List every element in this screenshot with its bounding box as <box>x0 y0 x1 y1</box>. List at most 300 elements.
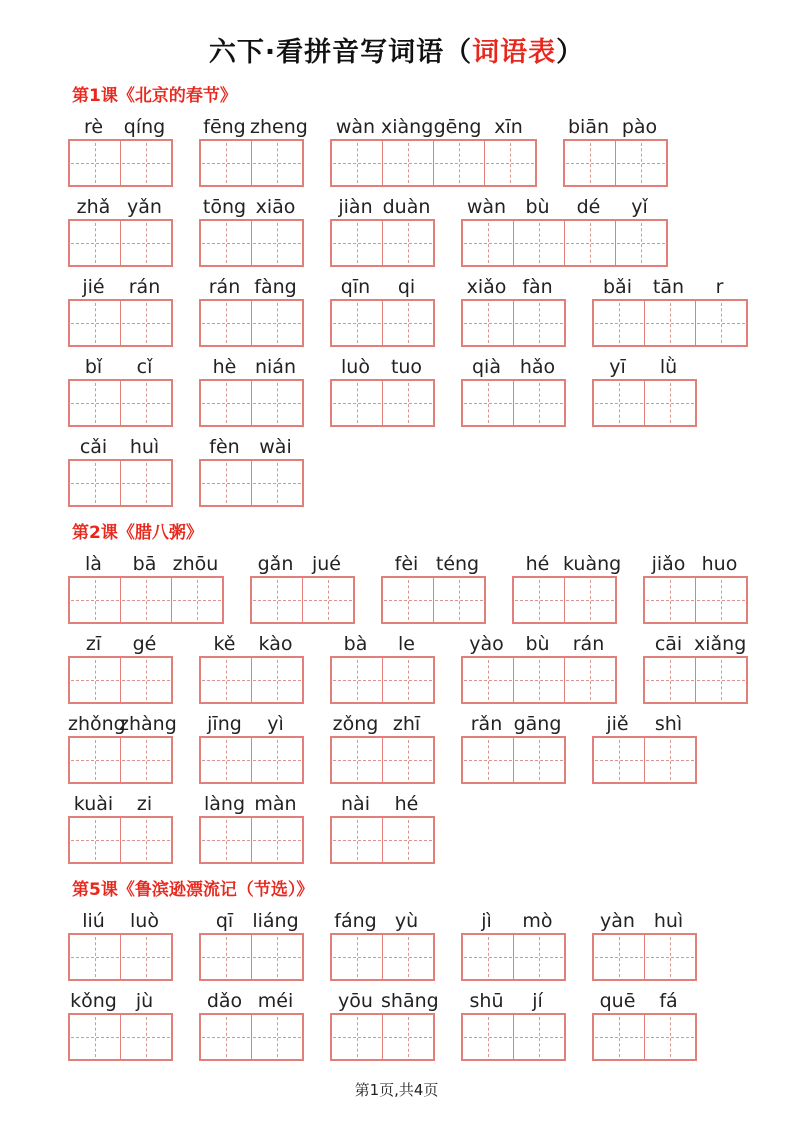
word-group <box>68 713 177 784</box>
word-row <box>68 196 793 267</box>
pinyin-syllable: jīng <box>207 713 242 735</box>
writing-cell <box>201 818 252 862</box>
sections <box>0 85 793 1061</box>
pinyin-syllable: dé <box>576 196 601 218</box>
writing-grid <box>461 656 617 704</box>
pinyin-label <box>592 990 697 1012</box>
word-group <box>461 990 566 1061</box>
pinyin-syllable: tān <box>652 276 685 298</box>
writing-grid <box>68 219 173 267</box>
writing-grid <box>330 816 435 864</box>
writing-cell <box>252 935 302 979</box>
word-row <box>68 793 793 864</box>
writing-cell <box>383 738 433 782</box>
writing-cell <box>463 738 514 782</box>
writing-cell <box>514 221 565 265</box>
word-group <box>643 633 748 704</box>
writing-cell <box>332 141 383 185</box>
pinyin-syllable: bà <box>343 633 368 655</box>
word-group <box>199 990 304 1061</box>
pinyin-syllable: màn <box>254 793 297 815</box>
word-group <box>68 356 173 427</box>
word-group <box>199 436 304 507</box>
pinyin-syllable: yōu <box>338 990 373 1012</box>
writing-cell <box>252 461 302 505</box>
word-group <box>199 793 304 864</box>
pinyin-syllable: zhàng <box>119 713 177 735</box>
pinyin-syllable: zhōu <box>172 553 219 575</box>
writing-cell <box>594 381 645 425</box>
pinyin-syllable: shì <box>654 713 683 735</box>
writing-grid <box>68 1013 173 1061</box>
writing-cell <box>252 1015 302 1059</box>
pinyin-syllable: cǎi <box>79 436 108 458</box>
writing-cell <box>70 221 121 265</box>
pinyin-label <box>68 276 173 298</box>
writing-cell <box>383 658 433 702</box>
writing-grid <box>461 379 566 427</box>
writing-grid <box>330 379 435 427</box>
page-title <box>0 36 793 70</box>
writing-grid <box>68 933 173 981</box>
pinyin-syllable: zhǒng <box>68 713 126 735</box>
writing-grid <box>68 656 173 704</box>
word-group <box>592 713 697 784</box>
writing-cell <box>201 381 252 425</box>
pinyin-label <box>461 910 566 932</box>
writing-cell <box>463 935 514 979</box>
word-group <box>461 196 668 267</box>
pinyin-syllable: jí <box>532 990 543 1012</box>
lesson-section <box>0 879 793 1061</box>
writing-cell <box>252 738 302 782</box>
writing-grid <box>68 816 173 864</box>
writing-cell <box>645 578 696 622</box>
pinyin-label <box>199 356 304 378</box>
pinyin-label <box>250 553 355 575</box>
pinyin-label <box>199 990 304 1012</box>
pinyin-syllable: luò <box>130 910 159 932</box>
pinyin-label <box>330 276 435 298</box>
writing-cell <box>463 1015 514 1059</box>
writing-cell <box>383 141 434 185</box>
pinyin-label <box>68 633 173 655</box>
writing-cell <box>565 578 615 622</box>
word-group <box>199 713 304 784</box>
page-title-paren-close: ） <box>556 37 585 68</box>
writing-cell <box>434 141 485 185</box>
writing-cell <box>696 658 746 702</box>
pinyin-label <box>592 356 697 378</box>
pinyin-syllable: fèi <box>394 553 419 575</box>
writing-cell <box>383 381 433 425</box>
word-row <box>68 436 793 507</box>
word-group <box>461 356 566 427</box>
pinyin-syllable: là <box>85 553 102 575</box>
pinyin-label <box>199 276 304 298</box>
writing-cell <box>645 738 695 782</box>
word-group <box>330 276 435 347</box>
word-group <box>199 633 304 704</box>
pinyin-syllable: qi <box>397 276 416 298</box>
writing-cell <box>70 1015 121 1059</box>
word-row <box>68 116 793 187</box>
pinyin-syllable: téng <box>435 553 480 575</box>
word-group <box>381 553 486 624</box>
pinyin-syllable: cāi <box>654 633 683 655</box>
pinyin-syllable: zheng <box>250 116 308 138</box>
pinyin-syllable: luò <box>341 356 370 378</box>
writing-cell <box>594 301 645 345</box>
writing-grid <box>199 379 304 427</box>
word-group <box>68 793 173 864</box>
word-group <box>68 436 173 507</box>
word-group <box>592 356 697 427</box>
pinyin-syllable: hé <box>525 553 550 575</box>
writing-cell <box>383 221 433 265</box>
writing-cell <box>332 381 383 425</box>
pinyin-syllable: lǜ <box>659 356 678 378</box>
pinyin-label <box>330 990 439 1012</box>
pinyin-label <box>199 196 304 218</box>
pinyin-syllable: shū <box>469 990 504 1012</box>
writing-cell <box>332 818 383 862</box>
word-group <box>199 276 304 347</box>
word-group <box>512 553 622 624</box>
writing-cell <box>70 738 121 782</box>
pinyin-label <box>330 713 435 735</box>
pinyin-syllable: liú <box>82 910 105 932</box>
pinyin-label <box>461 276 566 298</box>
page-title-paren-open: （ <box>444 37 473 68</box>
pinyin-syllable: qīn <box>340 276 371 298</box>
writing-cell <box>303 578 353 622</box>
pinyin-syllable: hè <box>212 356 237 378</box>
writing-cell <box>383 578 434 622</box>
pinyin-syllable: huì <box>129 436 160 458</box>
word-group <box>330 116 537 187</box>
writing-cell <box>383 301 433 345</box>
writing-cell <box>332 935 383 979</box>
word-group <box>68 990 173 1061</box>
pinyin-syllable: nián <box>254 356 296 378</box>
pinyin-syllable: fèn <box>209 436 240 458</box>
writing-cell <box>201 221 252 265</box>
writing-cell <box>70 301 121 345</box>
writing-grid <box>643 656 748 704</box>
writing-cell <box>70 658 121 702</box>
writing-cell <box>434 578 484 622</box>
pinyin-syllable: liáng <box>252 910 299 932</box>
writing-cell <box>201 935 252 979</box>
pinyin-syllable: mò <box>522 910 553 932</box>
section-header: 第1课《北京的春节》 <box>72 86 237 106</box>
writing-grid <box>330 219 435 267</box>
writing-grid <box>592 299 748 347</box>
writing-cell <box>332 738 383 782</box>
writing-grid <box>461 736 566 784</box>
writing-grid <box>68 299 173 347</box>
pinyin-label <box>330 356 435 378</box>
pinyin-syllable: jiǎo <box>651 553 686 575</box>
pinyin-label <box>68 196 173 218</box>
page-title-main: 六下·看拼音写词语 <box>208 37 445 68</box>
writing-cell <box>201 461 252 505</box>
pinyin-syllable: tuo <box>390 356 423 378</box>
pinyin-syllable: jué <box>311 553 341 575</box>
lesson-section <box>0 85 793 507</box>
writing-cell <box>565 658 615 702</box>
writing-cell <box>463 658 514 702</box>
writing-cell <box>645 658 696 702</box>
pinyin-label <box>461 713 566 735</box>
word-group <box>592 910 697 981</box>
pinyin-syllable: bā <box>132 553 157 575</box>
word-group <box>461 633 617 704</box>
pinyin-syllable: hǎo <box>519 356 556 378</box>
writing-grid <box>199 139 304 187</box>
pinyin-label <box>68 436 173 458</box>
pinyin-label <box>199 116 308 138</box>
writing-cell <box>70 141 121 185</box>
pinyin-syllable: yù <box>394 910 419 932</box>
pinyin-syllable: méi <box>257 990 294 1012</box>
section-header: 第5课《鲁滨逊漂流记（节选）》 <box>72 880 314 900</box>
lesson-section <box>0 522 793 864</box>
pinyin-syllable: rè <box>83 116 104 138</box>
writing-cell <box>70 381 121 425</box>
page-number: 第1页,共4页 <box>354 1081 439 1099</box>
writing-cell <box>383 1015 433 1059</box>
writing-cell <box>594 738 645 782</box>
pinyin-syllable: qíng <box>123 116 166 138</box>
word-group <box>68 116 173 187</box>
word-group <box>330 793 435 864</box>
writing-cell <box>514 935 564 979</box>
pinyin-syllable: kuàng <box>563 553 622 575</box>
pinyin-label <box>68 990 173 1012</box>
pinyin-syllable: huì <box>653 910 684 932</box>
pinyin-syllable: xiàng <box>381 116 434 138</box>
word-group <box>68 910 173 981</box>
writing-cell <box>70 578 121 622</box>
writing-cell <box>201 301 252 345</box>
pinyin-label <box>199 436 304 458</box>
pinyin-syllable: fàng <box>254 276 297 298</box>
writing-grid <box>68 379 173 427</box>
writing-cell <box>332 658 383 702</box>
writing-cell <box>201 1015 252 1059</box>
word-group <box>330 990 439 1061</box>
pinyin-label <box>461 356 566 378</box>
writing-grid <box>199 656 304 704</box>
writing-cell <box>252 818 302 862</box>
writing-grid <box>461 219 668 267</box>
writing-grid <box>199 299 304 347</box>
writing-grid <box>330 139 537 187</box>
writing-cell <box>121 935 171 979</box>
pinyin-syllable: tōng <box>202 196 247 218</box>
writing-cell <box>252 658 302 702</box>
writing-cell <box>201 738 252 782</box>
writing-cell <box>463 301 514 345</box>
pinyin-label <box>461 633 617 655</box>
writing-cell <box>201 658 252 702</box>
section-header: 第2课《腊八粥》 <box>72 523 203 543</box>
pinyin-syllable: xiāo <box>255 196 296 218</box>
pinyin-label <box>512 553 622 575</box>
pinyin-syllable: fēng <box>203 116 246 138</box>
pinyin-syllable: pào <box>621 116 658 138</box>
word-group <box>592 990 697 1061</box>
word-group <box>330 910 435 981</box>
pinyin-syllable: xiǎo <box>466 276 507 298</box>
writing-cell <box>645 935 695 979</box>
writing-cell <box>121 818 171 862</box>
pinyin-syllable: nài <box>341 793 370 815</box>
writing-cell <box>70 818 121 862</box>
pinyin-syllable: rán <box>208 276 241 298</box>
pinyin-syllable: yǎn <box>127 196 162 218</box>
pinyin-syllable: kě <box>213 633 236 655</box>
writing-grid <box>199 219 304 267</box>
pinyin-syllable: jiàn <box>338 196 373 218</box>
writing-cell <box>565 221 616 265</box>
word-group <box>592 276 748 347</box>
pinyin-syllable: xīn <box>494 116 523 138</box>
pinyin-syllable: duàn <box>382 196 431 218</box>
pinyin-syllable: dǎo <box>206 990 243 1012</box>
word-group <box>563 116 668 187</box>
writing-cell <box>594 1015 645 1059</box>
writing-grid <box>592 736 697 784</box>
writing-cell <box>252 578 303 622</box>
pinyin-syllable: wài <box>259 436 292 458</box>
writing-cell <box>70 935 121 979</box>
writing-grid <box>643 576 748 624</box>
pinyin-label <box>68 356 173 378</box>
writing-cell <box>463 381 514 425</box>
pinyin-syllable: gǎn <box>257 553 294 575</box>
writing-grid <box>199 459 304 507</box>
pinyin-syllable: yǐ <box>631 196 648 218</box>
pinyin-label <box>381 553 486 575</box>
pinyin-label <box>592 276 748 298</box>
writing-cell <box>616 221 666 265</box>
writing-cell <box>121 141 171 185</box>
pinyin-syllable: yào <box>469 633 504 655</box>
pinyin-label <box>643 633 748 655</box>
word-group <box>199 356 304 427</box>
writing-grid <box>68 576 224 624</box>
pinyin-syllable: shāng <box>381 990 439 1012</box>
pinyin-label <box>563 116 668 138</box>
pinyin-label <box>330 116 537 138</box>
writing-grid <box>68 139 173 187</box>
pinyin-syllable: gāng <box>513 713 562 735</box>
word-row <box>68 356 793 427</box>
pinyin-label <box>461 990 566 1012</box>
word-group <box>68 633 173 704</box>
pinyin-syllable: rán <box>128 276 161 298</box>
writing-cell <box>514 381 564 425</box>
pinyin-syllable: qī <box>215 910 234 932</box>
writing-grid <box>330 1013 435 1061</box>
pinyin-label <box>199 633 304 655</box>
pinyin-syllable: rán <box>572 633 605 655</box>
writing-grid <box>330 933 435 981</box>
writing-cell <box>645 1015 695 1059</box>
writing-cell <box>383 818 433 862</box>
writing-cell <box>594 935 645 979</box>
pinyin-syllable: fá <box>659 990 678 1012</box>
pinyin-label <box>68 553 224 575</box>
word-group <box>461 276 566 347</box>
writing-cell <box>616 141 666 185</box>
pinyin-syllable: yī <box>609 356 626 378</box>
pinyin-syllable: jié <box>82 276 105 298</box>
word-row <box>68 276 793 347</box>
word-group <box>330 633 435 704</box>
writing-grid <box>461 933 566 981</box>
writing-cell <box>70 461 121 505</box>
writing-cell <box>121 381 171 425</box>
word-group <box>643 553 748 624</box>
writing-grid <box>592 933 697 981</box>
writing-grid <box>330 656 435 704</box>
writing-grid <box>199 736 304 784</box>
pinyin-syllable: wàn <box>466 196 507 218</box>
pinyin-label <box>643 553 748 575</box>
writing-cell <box>201 141 252 185</box>
word-group <box>199 910 304 981</box>
writing-cell <box>514 658 565 702</box>
pinyin-syllable: kào <box>258 633 293 655</box>
writing-cell <box>565 141 616 185</box>
writing-grid <box>461 1013 566 1061</box>
writing-cell <box>121 461 171 505</box>
writing-cell <box>332 301 383 345</box>
word-group <box>461 910 566 981</box>
word-group <box>68 276 173 347</box>
pinyin-label <box>199 910 304 932</box>
pinyin-syllable: rǎn <box>470 713 503 735</box>
pinyin-syllable: xiǎng <box>694 633 747 655</box>
writing-cell <box>121 1015 171 1059</box>
pinyin-syllable: kuài <box>73 793 114 815</box>
word-group <box>68 196 173 267</box>
pinyin-label <box>330 633 435 655</box>
word-group <box>68 553 224 624</box>
pinyin-label <box>330 910 435 932</box>
writing-cell <box>252 301 302 345</box>
writing-cell <box>696 578 746 622</box>
writing-cell <box>514 738 564 782</box>
word-group <box>330 356 435 427</box>
word-row <box>68 633 793 704</box>
word-group <box>330 196 435 267</box>
writing-grid <box>461 299 566 347</box>
writing-cell <box>514 1015 564 1059</box>
pinyin-syllable: huo <box>701 553 738 575</box>
word-group <box>250 553 355 624</box>
word-group <box>199 196 304 267</box>
pinyin-syllable: làng <box>203 793 246 815</box>
writing-grid <box>563 139 668 187</box>
pinyin-syllable: kǒng <box>70 990 117 1012</box>
writing-grid <box>592 1013 697 1061</box>
pinyin-syllable: le <box>398 633 415 655</box>
